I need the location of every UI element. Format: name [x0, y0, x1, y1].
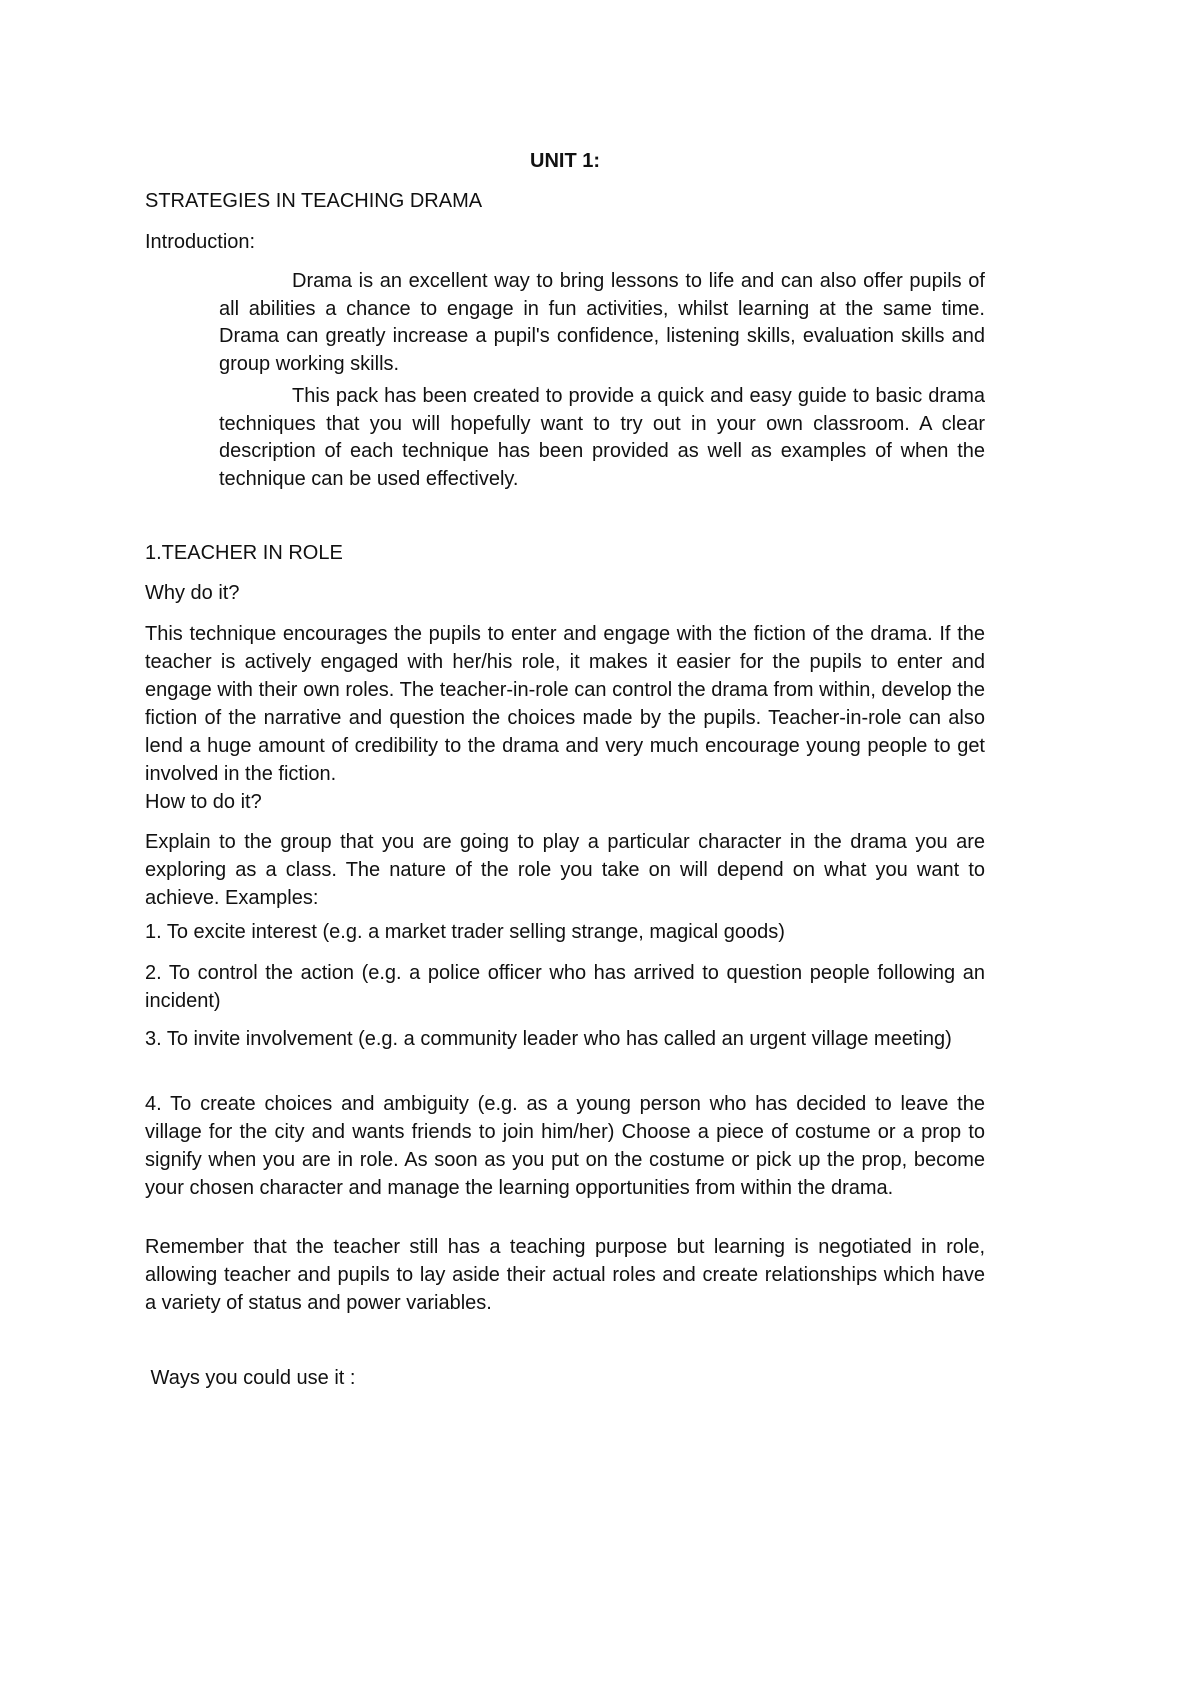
- how-label: How to do it?: [145, 791, 262, 813]
- intro-label: Introduction:: [145, 231, 256, 253]
- intro-paragraph-1: Drama is an excellent way to bring lessons to life and can also offer pupils of all abilities a chance to engage in fun activities, whilst learning at the same time. Drama can greatly increase a pupil's confidence, listening skills, evaluation skills and group working skills.: [219, 270, 985, 375]
- why-label: Why do it?: [145, 582, 240, 604]
- section-heading: STRATEGIES IN TEACHING DRAMA: [145, 190, 483, 212]
- technique-title: 1.TEACHER IN ROLE: [145, 542, 343, 564]
- example-4: 4. To create choices and ambiguity (e.g. as a young person who has decided to leave the village for the city and wants friends to join him/her) Choose a piece of costume or a prop to signify when you are in role. As soon as you put on the costume or pick up the prop, become your chosen character and manage the learning opportunities from within the drama.: [145, 1093, 985, 1199]
- example-2: 2. To control the action (e.g. a police officer who has arrived to question people following an incident): [145, 962, 985, 1012]
- example-1: 1. To excite interest (e.g. a market trader selling strange, magical goods): [145, 921, 785, 943]
- unit-title: UNIT 1:: [530, 150, 600, 172]
- why-paragraph: This technique encourages the pupils to enter and engage with the fiction of the drama. If the teacher is actively engaged with her/his role, it makes it easier for the pupils to enter and engage with their own roles. The teacher-in-role can control the drama from within, develop the fiction of the narrative and question the choices made by the pupils. Teacher-in-role can also lend a huge amount of credibility to the drama and very much encourage young people to get involved in the fiction.: [145, 623, 985, 785]
- ways-label: Ways you could use it :: [145, 1367, 356, 1389]
- example-3: 3. To invite involvement (e.g. a community leader who has called an urgent village meeting): [145, 1028, 952, 1050]
- how-paragraph: Explain to the group that you are going to play a particular character in the drama you are exploring as a class. The nature of the role you take on will depend on what you want to achieve. Examples:: [145, 831, 985, 909]
- intro-paragraph-2: This pack has been created to provide a quick and easy guide to basic drama techniques that you will hopefully want to try out in your own classroom. A clear description of each technique has been provided as well as examples of when the technique can be used effectively.: [219, 385, 985, 490]
- document-page: [145, 0, 985, 1696]
- remember-paragraph: Remember that the teacher still has a teaching purpose but learning is negotiated in role, allowing teacher and pupils to lay aside their actual roles and create relationships which have a variety of status and power variables.: [145, 1236, 985, 1314]
